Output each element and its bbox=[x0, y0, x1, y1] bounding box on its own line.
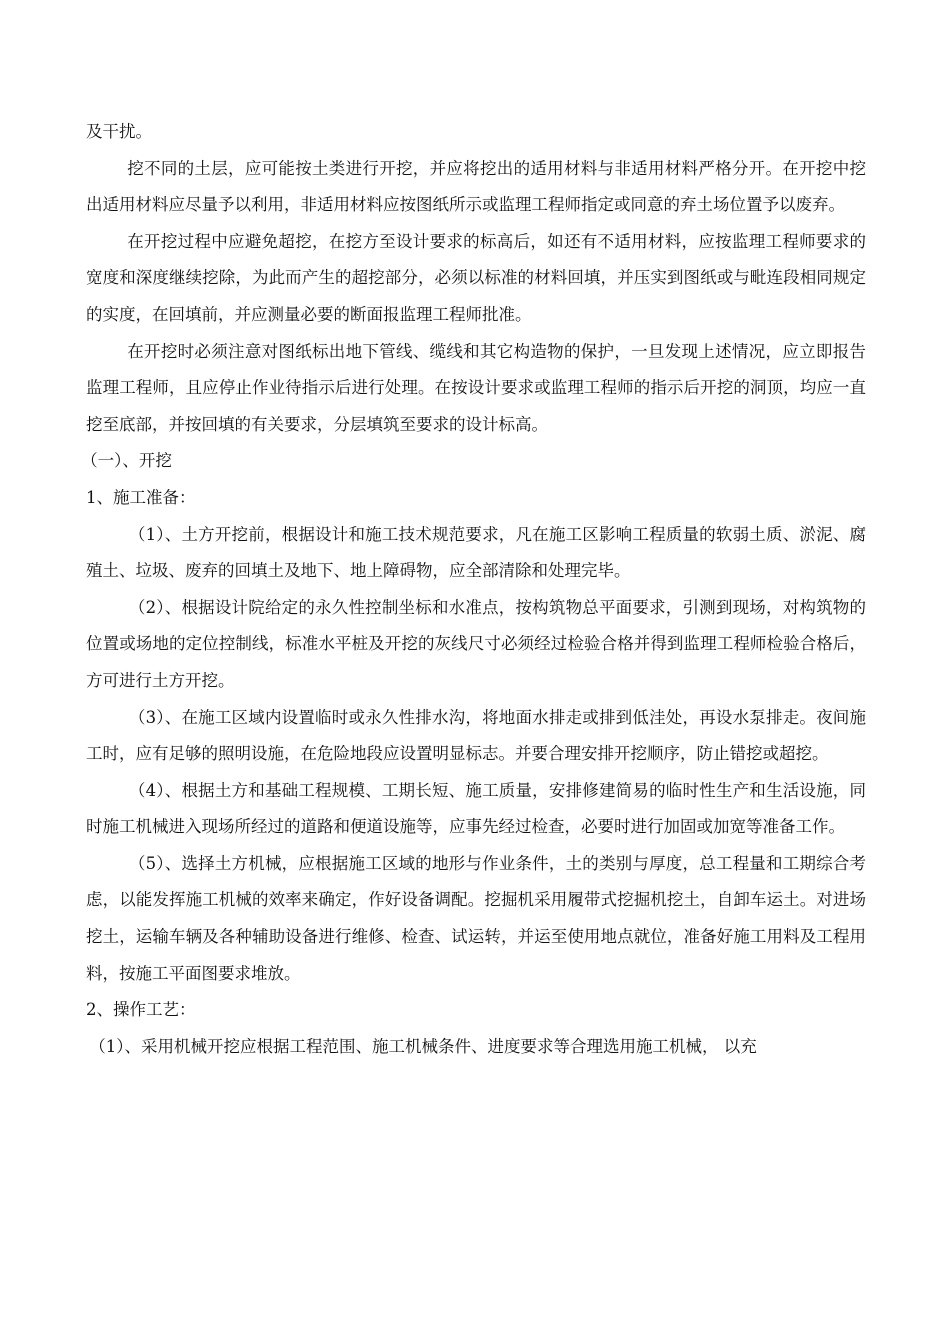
list-item-prep-5: （5）、选择土方机械，应根据施工区域的地形与作业条件，土的类别与厚度，总工程量和工期综合考虑，以能发挥施工机械的效率来确定，作好设备调配。挖掘机采用履带式挖掘机挖土，自卸车运土。对进场挖土，运输车辆及各种辅助设备进行维修、检查、试运转，并运至使用地点就位，准备好施工用料及工程用料，按施工平面图要求堆放。 bbox=[86, 853, 866, 983]
paragraph-soil-layers: 挖不同的土层，应可能按土类进行开挖，并应将挖出的适用材料与非适用材料严格分开。在开挖中挖出适用材料应尽量予以利用，非适用材料应按图纸所示或监理工程师指定或同意的弃土场位置予以废弃。 bbox=[86, 158, 866, 215]
section-heading-excavation: （一）、开挖 bbox=[81, 451, 172, 471]
list-item-prep-4: （4）、根据土方和基础工程规模、工期长短、施工质量，安排修建简易的临时性生产和生活设施，同时施工机械进入现场所经过的道路和便道设施等，应事先经过检查，必要时进行加固或加宽等准备工作。 bbox=[86, 780, 866, 837]
list-item-prep-1: （1）、土方开挖前，根据设计和施工技术规范要求，凡在施工区影响工程质量的软弱土质、淤泥、腐殖土、垃圾、废弃的回填土及地下、地上障碍物，应全部清除和处理完毕。 bbox=[86, 524, 866, 581]
document-body bbox=[81, 114, 866, 1065]
paragraph-over-excavation: 在开挖过程中应避免超挖，在挖方至设计要求的标高后，如还有不适用材料，应按监理工程师要求的宽度和深度继续挖除，为此而产生的超挖部分，必须以标准的材料回填，并压实到图纸或与毗连段相同规定的实度，在回填前，并应测量必要的断面报监理工程师批准。 bbox=[86, 231, 866, 324]
subsection-heading-process: 2、操作工艺： bbox=[86, 1000, 196, 1020]
list-item-prep-3: （3）、在施工区域内设置临时或永久性排水沟，将地面水排走或排到低洼处，再设水泵排走。夜间施工时，应有足够的照明设施，在危险地段应设置明显标志。并要合理安排开挖顺序，防止错挖或超挖。 bbox=[86, 707, 866, 764]
paragraph-pipeline-protection: 在开挖时必须注意对图纸标出地下管线、缆线和其它构造物的保护，一旦发现上述情况，应立即报告监理工程师，且应停止作业待指示后进行处理。在按设计要求或监理工程师的指示后开挖的洞顶，均应一直挖至底部，并按回填的有关要求，分层填筑至要求的设计标高。 bbox=[86, 341, 866, 434]
list-item-prep-2: （2）、根据设计院给定的永久性控制坐标和水准点，按构筑物总平面要求，引测到现场，对构筑物的位置或场地的定位控制线，标准水平桩及开挖的灰线尺寸必须经过检验合格并得到监理工程师检验合格后，方可进行土方开挖。 bbox=[86, 597, 866, 690]
paragraph-continuation: 及干扰。 bbox=[86, 122, 152, 141]
list-item-process-1: （1）、采用机械开挖应根据工程范围、施工机械条件、进度要求等合理选用施工机械， 以充 bbox=[89, 1036, 757, 1056]
subsection-heading-preparation: 1、施工准备： bbox=[86, 487, 196, 507]
